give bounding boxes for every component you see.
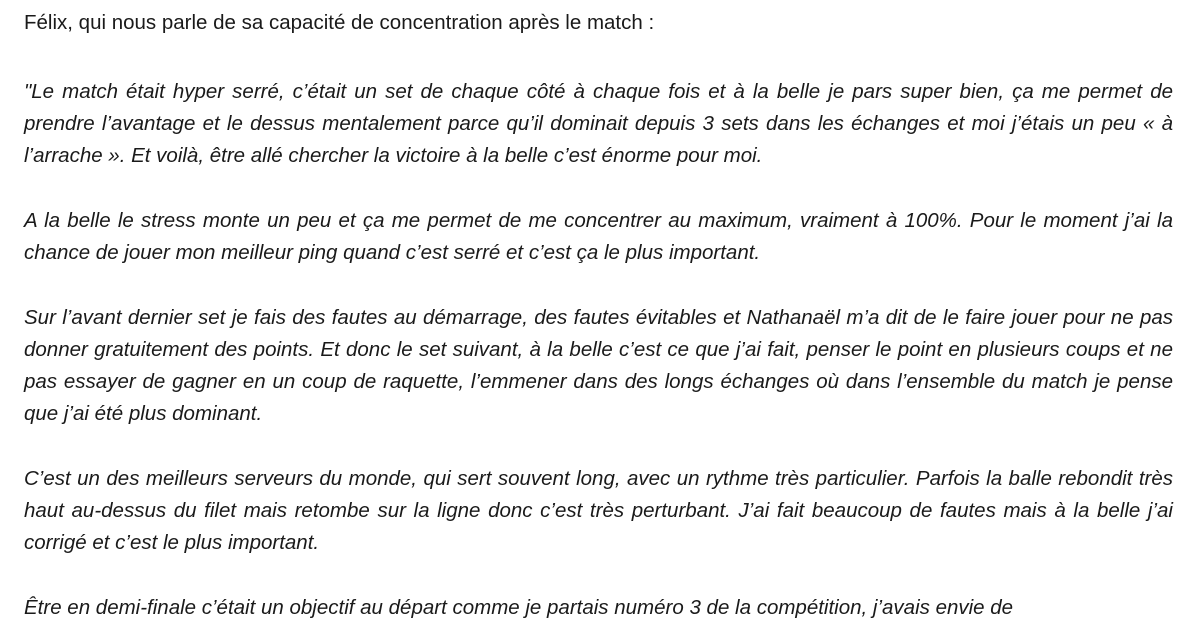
quote-paragraph-4: C’est un des meilleurs serveurs du monde, qui sert souvent long, avec un rythme très particulier. Parfois la balle rebondit très haut au-dessus du filet mais retombe sur la ligne donc c’est très perturbant. J’ai fait beaucoup de fautes mais à la belle j’ai corrigé et c’est le plus important. <box>24 467 1173 554</box>
quote-paragraph-3: Sur l’avant dernier set je fais des fautes au démarrage, des fautes évitables et Nathanaël m’a dit de le faire jouer pour ne pas donner gratuitement des points. Et donc le set suivant, à la belle c’est ce que j’ai fait, penser le point en plusieurs coups et ne pas essayer de gagner en un coup de raquette, l’emmener dans des longs échanges où dans l’ensemble du match je pense que j’ai été plus dominant. <box>24 306 1173 425</box>
intro-text: Félix, qui nous parle de sa capacité de concentration après le match : <box>24 11 655 34</box>
quote-paragraph-2: A la belle le stress monte un peu et ça me permet de me concentrer au maximum, vraiment à 100%. Pour le moment j’ai la chance de jouer mon meilleur ping quand c’est serré et c’est ça le plus important. <box>24 209 1173 264</box>
quote-paragraph-5: Être en demi-finale c’était un objectif au départ comme je partais numéro 3 de la compétition, j’avais envie de <box>24 596 1014 619</box>
quote-paragraph-1: "Le match était hyper serré, c’était un set de chaque côté à chaque fois et à la belle je pars super bien, ça me permet de prendre l’avantage et le dessus mentalement parce qu’il dominait depuis 3 sets dans les échanges et moi j’étais un peu « à l’arrache ». Et voilà, être allé chercher la victoire à la belle c’est énorme pour moi. <box>24 80 1173 167</box>
article-body <box>24 0 1173 624</box>
